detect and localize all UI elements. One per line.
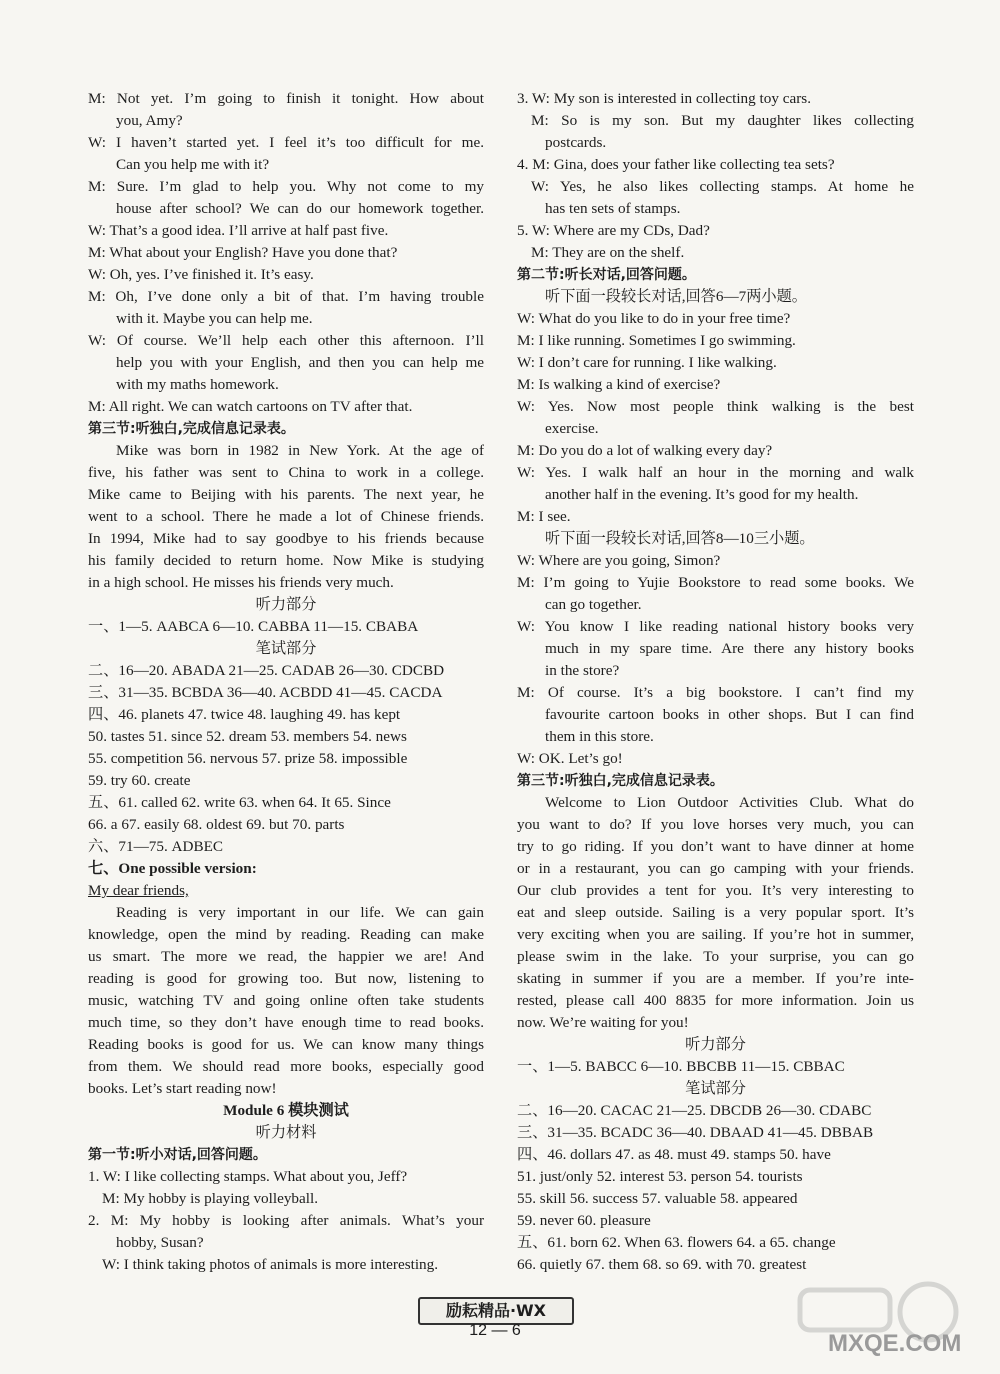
text-line: 四、46. planets 47. twice 48. laughing 49. has kept — [88, 706, 401, 723]
text-line: Reading books is good for us. We can know many things — [88, 1036, 484, 1053]
text-line: M: All right. We can watch cartoons on TV after that. — [88, 398, 413, 415]
text-line: M: Not yet. I’m going to finish it tonight. How about — [88, 90, 484, 107]
text-line: 55. skill 56. success 57. valuable 58. appeared — [517, 1190, 798, 1207]
text-line: W: Yes. I walk half an hour in the morning and walk — [517, 464, 914, 481]
text-line: Our club provides a tent for you. It’s very interesting to — [517, 882, 914, 899]
text-line: 二、16—20. CACAC 21—25. DBCDB 26—30. CDABC — [517, 1102, 872, 1119]
text-line: postcards. — [545, 134, 607, 151]
publisher-logo: 励耘精品·WX — [418, 1297, 574, 1325]
text-line: 六、71—75. ADBEC — [88, 838, 224, 855]
text-line: W: Where are you going, Simon? — [517, 552, 721, 569]
text-line: W: Of course. We’ll help each other this afternoon. I’ll — [88, 332, 484, 349]
text-line: now. We’re waiting for you! — [517, 1014, 689, 1031]
text-line: 59. try 60. create — [88, 772, 191, 789]
text-line: M: I see. — [517, 508, 571, 525]
text-line: 3. W: My son is interested in collecting toy cars. — [517, 90, 811, 107]
text-line: you, Amy? — [116, 112, 183, 129]
text-line: 五、61. born 62. When 63. flowers 64. a 65. change — [517, 1234, 836, 1251]
text-line: rested, please call 400 8835 for more information. Join us — [517, 992, 914, 1009]
text-line: W: I think taking photos of animals is more interesting. — [102, 1256, 439, 1273]
text-line: Reading is very important in our life. We can gain — [116, 904, 484, 921]
text-line: W: I haven’t started yet. I feel it’s too difficult for me. — [88, 134, 484, 151]
text-line: In 1994, Mike had to say goodbye to his friends because — [88, 530, 484, 547]
text-line: much in my spare time. Are there any history books — [545, 640, 914, 657]
text-line: reading is good for growing too. But now, listening to — [88, 970, 484, 987]
text-line: five, his father was sent to China to work in a college. — [88, 464, 484, 481]
text-line: 一、1—5. BABCC 6—10. BBCBB 11—15. CBBAC — [517, 1058, 845, 1075]
text-line: you want to do? If you love horses very much, you can — [517, 816, 914, 833]
text-line: has ten sets of stamps. — [545, 200, 681, 217]
text-line: 听下面一段较长对话,回答8—10三小题。 — [545, 530, 815, 547]
text-line: M: Is walking a kind of exercise? — [517, 376, 721, 393]
text-line: 59. never 60. pleasure — [517, 1212, 651, 1229]
text-line: music, watching TV and going online often take students — [88, 992, 484, 1009]
text-line: 1. W: I like collecting stamps. What about you, Jeff? — [88, 1168, 408, 1185]
text-line: much time, so they don’t have enough time to read books. — [88, 1014, 484, 1031]
text-line: or in a restaurant, you can go camping with your friends. — [517, 860, 914, 877]
text-line: another half in the evening. It’s good for my health. — [545, 486, 859, 503]
text-line: in the store? — [545, 662, 620, 679]
text-line: Mike came to Beijing with his parents. The next year, he — [88, 486, 484, 503]
text-line: 笔试部分 — [685, 1080, 746, 1097]
text-line: skating in summer if you are a member. If you’re inte- — [517, 970, 914, 987]
text-line: 五、61. called 62. write 63. when 64. It 65. Since — [88, 794, 391, 811]
text-line: can go together. — [545, 596, 642, 613]
text-line: 听下面一段较长对话,回答6—7两小题。 — [545, 288, 807, 305]
text-line: help you with your English, and then you can help me — [116, 354, 484, 371]
text-line: 听力部分 — [255, 596, 317, 613]
text-line: 听力材料 — [255, 1124, 317, 1141]
text-line: 55. competition 56. nervous 57. prize 58. impossible — [88, 750, 408, 767]
right-column — [517, 88, 914, 1276]
text-line: 2. M: My hobby is looking after animals. What’s your — [88, 1212, 484, 1229]
text-line: 第三节:听独白,完成信息记录表。 — [517, 773, 724, 789]
text-line: us smart. The more we read, the happier we are! And — [88, 948, 484, 965]
text-line: M: What about your English? Have you done that? — [88, 244, 398, 261]
text-line: 三、31—35. BCBDA 36—40. ACBDD 41—45. CACDA — [88, 684, 443, 701]
text-line: 一、1—5. AABCA 6—10. CABBA 11—15. CBABA — [88, 618, 419, 635]
text-line: W: Yes, he also likes collecting stamps. At home he — [531, 178, 914, 195]
text-line: M: Oh, I’ve done only a bit of that. I’m having trouble — [88, 288, 484, 305]
text-line: 二、16—20. ABADA 21—25. CADAB 26—30. CDCBD — [88, 662, 445, 679]
text-line: M: So is my son. But my daughter likes collecting — [531, 112, 914, 129]
text-line: Mike was born in 1982 in New York. At the age of — [116, 442, 484, 459]
text-line: 66. a 67. easily 68. oldest 69. but 70. parts — [88, 816, 345, 833]
text-line: 第三节:听独白,完成信息记录表。 — [88, 421, 295, 437]
text-line: W: OK. Let’s go! — [517, 750, 623, 767]
text-line: 4. M: Gina, does your father like collecting tea sets? — [517, 156, 835, 173]
text-line: M: Sure. I’m glad to help you. Why not come to my — [88, 178, 484, 195]
text-line: M: They are on the shelf. — [531, 244, 685, 261]
text-line: his family decided to return home. Now Mike is studying — [88, 552, 484, 569]
text-line: try to go riding. If you don’t want to have dinner at home — [517, 838, 914, 855]
text-line: house after school? We can do our homework together. — [116, 200, 484, 217]
text-line: exercise. — [545, 420, 599, 437]
text-line: 51. just/only 52. interest 53. person 54. tourists — [517, 1168, 803, 1185]
text-line: 5. W: Where are my CDs, Dad? — [517, 222, 710, 239]
text-line: Module 6 模块测试 — [223, 1102, 349, 1119]
left-column — [88, 88, 484, 1276]
text-line: hobby, Susan? — [116, 1234, 204, 1251]
text-line: W: You know I like reading national history books very — [517, 618, 914, 635]
text-line: M: Of course. It’s a big bookstore. I can’t find my — [517, 684, 914, 701]
text-line: them in this store. — [545, 728, 654, 745]
text-line: 第二节:听长对话,回答问题。 — [517, 267, 696, 283]
text-line: 三、31—35. BCADC 36—40. DBAAD 41—45. DBBAB — [517, 1124, 874, 1141]
text-line: Welcome to Lion Outdoor Activities Club. What do — [545, 794, 914, 811]
text-line: with my maths homework. — [116, 376, 279, 393]
text-line: in a high school. He misses his friends very much. — [88, 574, 394, 591]
text-line: books. Let’s start reading now! — [88, 1080, 277, 1097]
text-line: with it. Maybe you can help me. — [116, 310, 313, 327]
text-line: knowledge, open the mind by reading. Reading can make — [88, 926, 484, 943]
text-line: please swim in the lake. To your surprise, you can go — [517, 948, 914, 965]
text-line: W: What do you like to do in your free time? — [517, 310, 791, 327]
text-line: eat and sleep outside. Sailing is a very popular sport. It’s — [517, 904, 914, 921]
text-line: My dear friends, — [88, 882, 189, 899]
text-line: 四、46. dollars 47. as 48. must 49. stamps 50. have — [517, 1146, 831, 1163]
text-line: from them. We should read more books, especially good — [88, 1058, 484, 1075]
page-number: 12 — 6 — [469, 1322, 521, 1339]
text-line: 50. tastes 51. since 52. dream 53. members 54. news — [88, 728, 407, 745]
text-line: W: Oh, yes. I’ve finished it. It’s easy. — [88, 266, 314, 283]
text-line: favourite cartoon books in other shops. But I can find — [545, 706, 914, 723]
text-line: M: Do you do a lot of walking every day? — [517, 442, 773, 459]
text-line: W: I don’t care for running. I like walking. — [517, 354, 777, 371]
text-line: 第一节:听小对话,回答问题。 — [88, 1147, 267, 1163]
text-line: went to a school. There he made a lot of Chinese friends. — [88, 508, 484, 525]
text-line: W: That’s a good idea. I’ll arrive at half past five. — [88, 222, 389, 239]
text-line: 听力部分 — [685, 1036, 746, 1053]
text-line: W: Yes. Now most people think walking is the best — [517, 398, 914, 415]
text-line: very exciting when you are sailing. If you’re hot in summer, — [517, 926, 914, 943]
watermark-text: MXQE.COM — [828, 1330, 962, 1357]
text-line: 七、One possible version: — [88, 860, 257, 877]
text-line: 笔试部分 — [255, 640, 317, 657]
text-line: 66. quietly 67. them 68. so 69. with 70. greatest — [517, 1256, 807, 1273]
text-line: M: My hobby is playing volleyball. — [102, 1190, 318, 1207]
text-line: M: I’m going to Yujie Bookstore to read some books. We — [517, 574, 914, 591]
text-line: Can you help me with it? — [116, 156, 270, 173]
text-line: M: I like running. Sometimes I go swimming. — [517, 332, 796, 349]
